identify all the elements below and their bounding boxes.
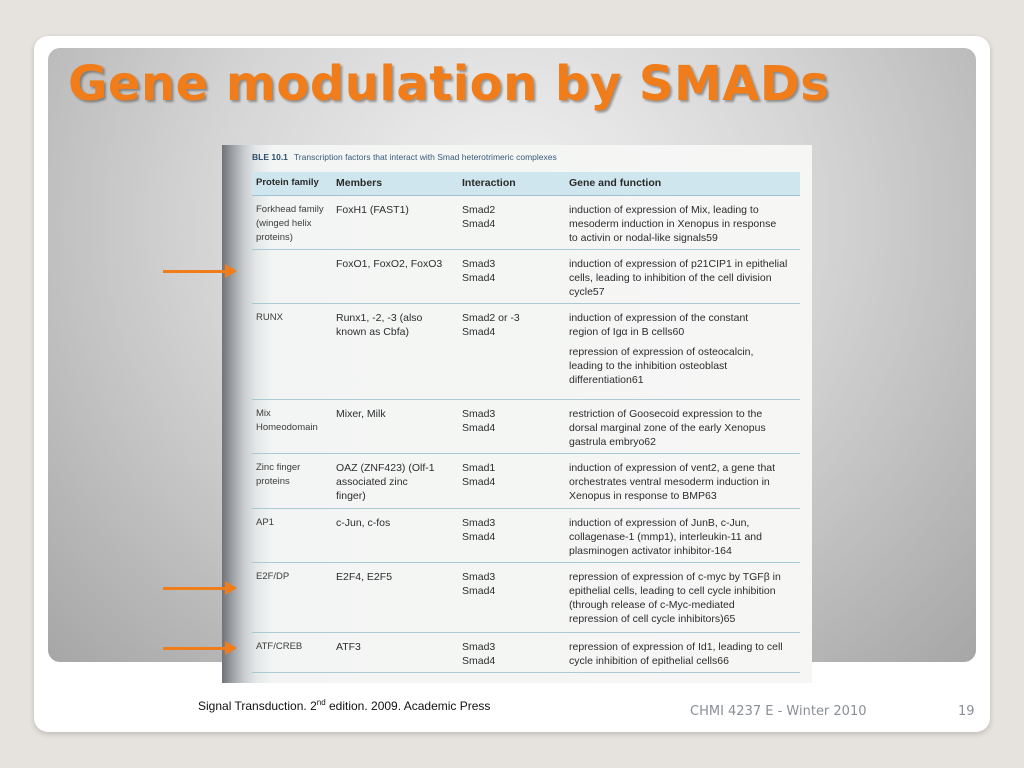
cell-gene-function: restriction of Goosecoid expression to the dorsal marginal zone of the early Xenopus gastrula embryo62	[569, 408, 766, 448]
slide-number: 19	[958, 704, 975, 719]
arrow-right-icon	[163, 587, 235, 590]
source-citation: Signal Transduction. 2nd edition. 2009. Academic Press	[198, 698, 491, 713]
header-protein-family: Protein family	[256, 177, 319, 188]
cell-gene-function: induction of expression of JunB, c-Jun, collagenase-1 (mmp1), interleukin-11 and plasminogen activator inhibitor-164	[569, 517, 762, 557]
table-row	[252, 633, 800, 673]
cell-gene-function: induction of expression of vent2, a gene that orchestrates ventral mesoderm induction in Xenopus in response to BMP63	[569, 462, 776, 502]
cell-members: Runx1, -2, -3 (also known as Cbfa)	[336, 312, 423, 338]
cell-interaction: Smad3 Smad4	[462, 571, 496, 597]
cell-interaction: Smad3 Smad4	[462, 408, 496, 434]
header-gene-and-function: Gene and function	[569, 177, 662, 189]
table-caption-text: Transcription factors that interact with Smad heterotrimeric complexes	[293, 152, 557, 162]
table-row	[252, 250, 800, 304]
table-row	[252, 304, 800, 400]
cell-protein-family: RUNX	[256, 312, 283, 323]
slide-footer: CHMI 4237 E - Winter 2010	[690, 704, 867, 719]
cell-gene-function: induction of expression of p21CIP1 in epithelial cells, leading to inhibition of the cell division cycle57	[569, 258, 788, 298]
table-caption	[252, 152, 557, 162]
cell-protein-family: Forkhead family (winged helix proteins)	[256, 204, 324, 243]
cell-protein-family: E2F/DP	[256, 571, 290, 582]
cell-members: OAZ (ZNF423) (Olf-1 associated zinc finger)	[336, 462, 435, 502]
cell-members: FoxH1 (FAST1)	[336, 204, 409, 216]
scanned-table-image	[222, 145, 812, 683]
cell-interaction: Smad3 Smad4	[462, 258, 496, 284]
cell-interaction: Smad2 Smad4	[462, 204, 496, 230]
cell-protein-family: Zinc finger proteins	[256, 462, 301, 487]
table-row	[252, 563, 800, 633]
table-caption-tag: BLE 10.1	[252, 152, 288, 162]
table-row	[252, 454, 800, 509]
arrow-right-icon	[163, 270, 235, 273]
cell-gene-function: induction of expression of the constant region of Igα in B cells60 repression of expression of osteocalcin, leading to the inhibition osteoblast differentiation61	[569, 312, 754, 386]
cell-interaction: Smad3 Smad4	[462, 641, 496, 667]
cell-protein-family: ATF/CREB	[256, 641, 303, 652]
header-interaction: Interaction	[462, 177, 516, 189]
header-members: Members	[336, 177, 383, 189]
cell-interaction: Smad2 or -3 Smad4	[462, 312, 520, 338]
table-row	[252, 400, 800, 454]
slide-title: Gene modulation by SMADs	[68, 56, 830, 112]
cell-members: E2F4, E2F5	[336, 571, 393, 583]
cell-protein-family: AP1	[256, 517, 274, 528]
table-row	[252, 509, 800, 563]
cell-interaction: Smad1 Smad4	[462, 462, 496, 488]
cell-members: ATF3	[336, 641, 361, 653]
cell-gene-function: induction of expression of Mix, leading to mesoderm induction in Xenopus in response to activin or nodal-like signals59	[569, 204, 777, 244]
arrow-right-icon	[163, 647, 235, 650]
table-row	[252, 196, 800, 250]
cell-interaction: Smad3 Smad4	[462, 517, 496, 543]
cell-members: c-Jun, c-fos	[336, 517, 391, 529]
table-header	[252, 172, 800, 196]
cell-protein-family: Mix Homeodomain	[256, 408, 318, 433]
cell-gene-function: repression of expression of c-myc by TGFβ in epithelial cells, leading to cell cycle inhibition (through release of c-Myc-mediated repression of cell cycle inhibitors)65	[569, 571, 781, 625]
cell-members: FoxO1, FoxO2, FoxO3	[336, 258, 443, 270]
cell-members: Mixer, Milk	[336, 408, 386, 420]
cell-gene-function: repression of expression of Id1, leading to cell cycle inhibition of epithelial cells66	[569, 641, 783, 667]
